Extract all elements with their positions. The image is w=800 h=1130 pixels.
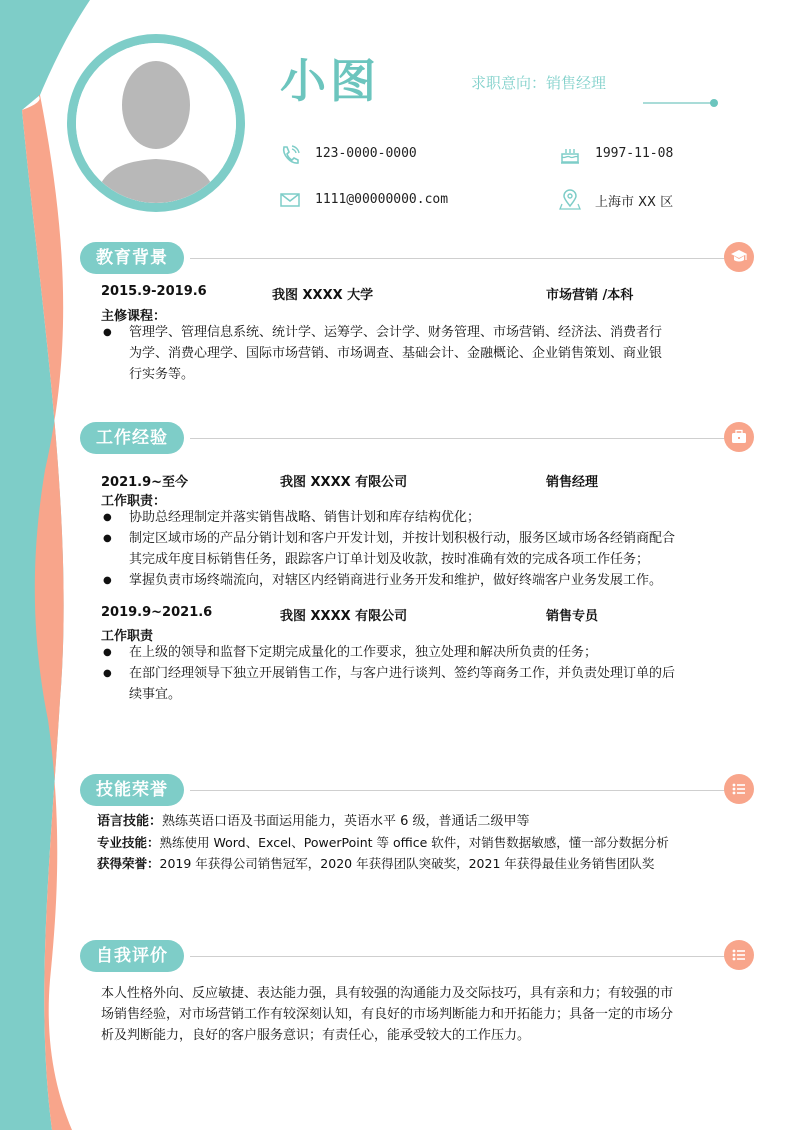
- job1-company: 我图 XXXX 有限公司: [280, 475, 408, 490]
- section-title-self: 自我评价: [80, 940, 184, 972]
- list-icon: [724, 774, 754, 804]
- bullet: ●: [103, 668, 112, 679]
- job2-period: 2019.9~2021.6: [101, 605, 213, 620]
- edu-major: 市场营销 /本科: [546, 288, 634, 303]
- self-eval-line: 析及判断能力，良好的客户服务意识；有责任心，能承受较大的工作压力。: [101, 1028, 531, 1043]
- courses-label: 主修课程：: [101, 309, 167, 324]
- section-divider: [190, 956, 725, 957]
- bullet: ●: [103, 647, 112, 658]
- job-intent: 求职意向：销售经理: [471, 74, 607, 92]
- bullet: ●: [103, 533, 112, 544]
- divider-dot: [710, 99, 718, 107]
- skill-awards-text: 2019 年获得公司销售冠军，2020 年获得团队突破奖，2021 年获得最佳业务销售团队奖: [159, 856, 655, 871]
- self-eval-line: 本人性格外向、反应敏捷、表达能力强，具有较强的沟通能力及交际技巧，具有亲和力；有较强的市: [101, 986, 674, 1001]
- mail-icon: [279, 189, 301, 211]
- avatar-placeholder: [76, 43, 236, 203]
- skill-awards-label: 获得荣誉：: [97, 856, 160, 871]
- section-title-work: 工作经验: [80, 422, 184, 454]
- duty-item: 在部门经理领导下独立开展销售工作，与客户进行谈判、签约等商务工作，并负责处理订单的后: [129, 666, 676, 681]
- courses-line: 管理学、管理信息系统、统计学、运筹学、会计学、财务管理、市场营销、经济法、消费者行: [129, 325, 663, 340]
- skill-professional-text: 熟练使用 Word、Excel、PowerPoint 等 office 软件，对销售数据敏感，懂一部分数据分析: [159, 835, 669, 850]
- phone-icon: [279, 144, 301, 166]
- self-eval-line: 场销售经验，对市场营销工作有较深刻认知，有良好的市场判断能力和开拓能力；具备一定的市场分: [101, 1007, 674, 1022]
- divider: [643, 102, 713, 104]
- list-icon: [724, 940, 754, 970]
- candidate-name: 小图: [280, 54, 380, 108]
- skill-language: [97, 811, 530, 832]
- duty-item: 续事宜。: [129, 687, 182, 702]
- job2-duty-label: 工作职责: [101, 629, 154, 644]
- phone-number: 123-0000-0000: [315, 146, 417, 161]
- job1-position: 销售经理: [546, 475, 599, 490]
- email: 1111@00000000.com: [315, 192, 449, 207]
- job1-period: 2021.9~至今: [101, 475, 189, 490]
- location: 上海市 XX 区: [595, 195, 674, 210]
- courses-line: 行实务等。: [129, 367, 195, 382]
- edu-period: 2015.9-2019.6: [101, 284, 207, 299]
- section-divider: [190, 790, 725, 791]
- courses-line: 为学、消费心理学、国际市场营销、市场调查、基础会计、金融概论、企业销售策划、商业银: [129, 346, 663, 361]
- location-pin-icon: [559, 188, 581, 210]
- duty-item: 协助总经理制定并落实销售战略、销售计划和库存结构优化；: [129, 510, 481, 525]
- section-title-education: 教育背景: [80, 242, 184, 274]
- avatar: [67, 34, 245, 212]
- birthday: 1997-11-08: [595, 146, 674, 161]
- section-divider: [190, 438, 725, 439]
- duty-item: 掌握负责市场终端流向，对辖区内经销商进行业务开发和维护，做好终端客户业务发展工作。: [129, 573, 663, 588]
- skill-awards: [97, 853, 654, 874]
- duty-item: 制定区域市场的产品分销计划和客户开发计划，并按计划积极行动，服务区域市场各经销商配合: [129, 531, 676, 546]
- duty-item: 其完成年度目标销售任务，跟踪客户订单计划及收款，按时准确有效的完成各项工作任务；: [129, 552, 650, 567]
- duty-item: 在上级的领导和监督下定期完成量化的工作要求，独立处理和解决所负责的任务；: [129, 645, 598, 660]
- bullet: ●: [103, 327, 112, 338]
- job2-company: 我图 XXXX 有限公司: [280, 609, 408, 624]
- skill-language-text: 熟练英语口语及书面运用能力，英语水平 6 级，普通话二级甲等: [162, 814, 530, 829]
- section-title-skills: 技能荣誉: [80, 774, 184, 806]
- graduation-cap-icon: [724, 242, 754, 272]
- skill-language-label: 语言技能：: [97, 814, 163, 829]
- skill-professional-label: 专业技能：: [97, 835, 160, 850]
- briefcase-icon: [724, 422, 754, 452]
- job2-position: 销售专员: [546, 609, 599, 624]
- edu-school: 我图 XXXX 大学: [272, 288, 374, 303]
- section-divider: [190, 258, 725, 259]
- person-silhouette-icon: [76, 43, 236, 203]
- bullet: ●: [103, 512, 112, 523]
- cake-icon: [559, 143, 581, 165]
- job1-duty-label: 工作职责：: [101, 494, 167, 509]
- bullet: ●: [103, 575, 112, 586]
- skill-professional: [97, 832, 669, 853]
